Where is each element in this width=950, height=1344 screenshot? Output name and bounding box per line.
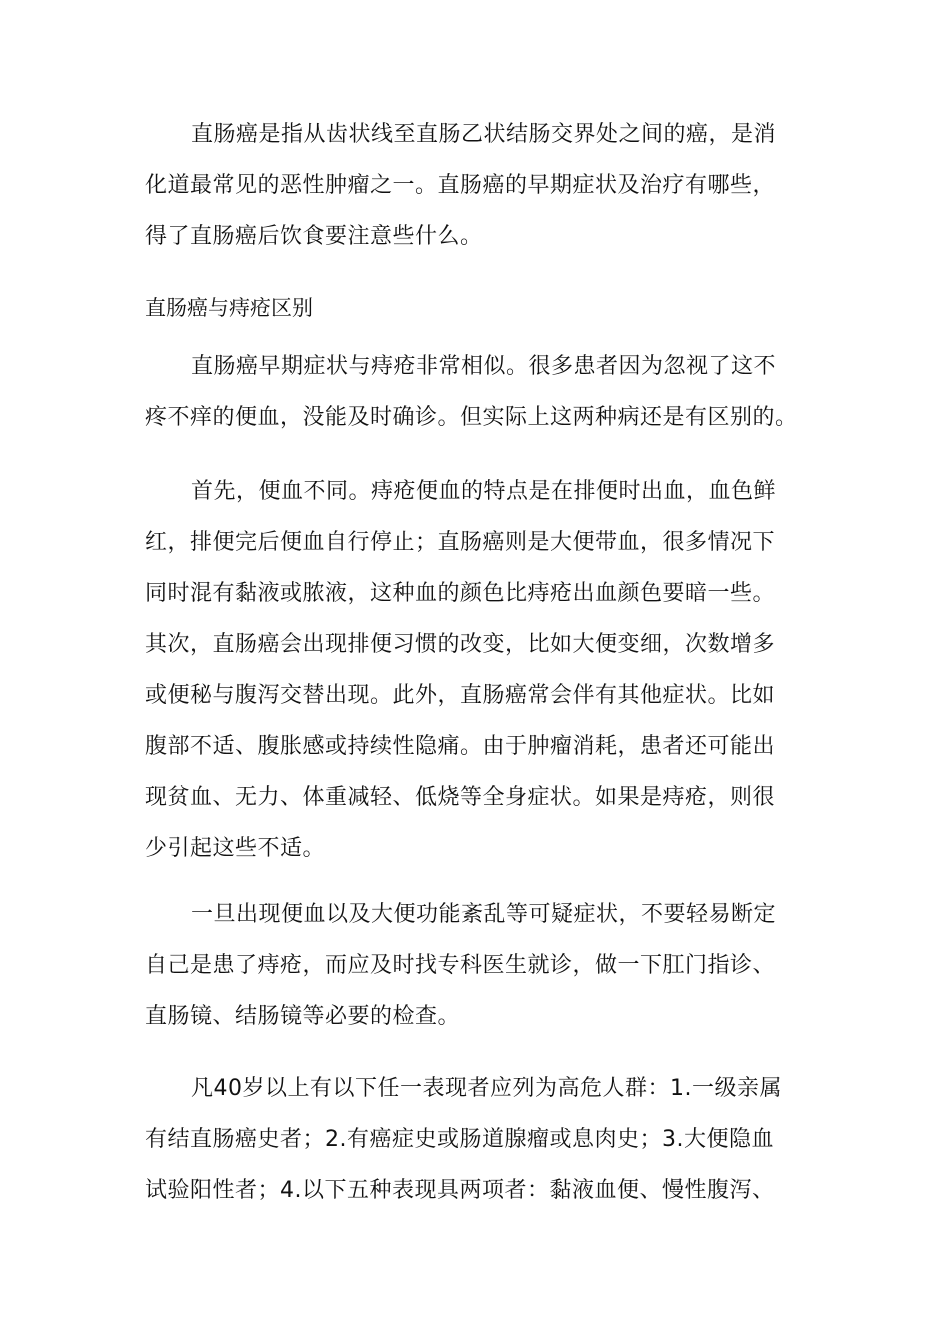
paragraph-line: 疼不痒的便血，没能及时确诊。但实际上这两种病还是有区别的。 xyxy=(145,405,798,430)
paragraph-line: 直肠癌是指从齿状线至直肠乙状结肠交界处之间的癌，是消 xyxy=(191,122,777,147)
paragraph-intro xyxy=(145,109,810,262)
paragraph-line: 少引起这些不适。 xyxy=(145,836,326,861)
paragraph-line: 同时混有黏液或脓液，这种血的颜色比痔疮出血颜色要暗一些。 xyxy=(145,581,776,606)
paragraph-line: 自己是患了痔疮，而应及时找专科医生就诊，做一下肛门指诊、 xyxy=(145,953,776,978)
paragraph-line: 试验阳性者；4.以下五种表现具两项者：黏液血便、慢性腹泻、 xyxy=(145,1178,775,1203)
paragraph-line: 一旦出现便血以及大便功能紊乱等可疑症状，不要轻易断定 xyxy=(191,902,777,927)
paragraph-high-risk xyxy=(145,1063,810,1216)
paragraph-advice xyxy=(145,889,810,1042)
paragraph-line: 其次，直肠癌会出现排便习惯的改变，比如大便变细，次数增多 xyxy=(145,632,776,657)
paragraph-line: 有结直肠癌史者；2.有癌症史或肠道腺瘤或息肉史；3.大便隐血 xyxy=(145,1127,774,1152)
paragraph-line: 腹部不适、腹胀感或持续性隐痛。由于肿瘤消耗，患者还可能出 xyxy=(145,734,776,759)
section-heading: 直肠癌与痔疮区别 xyxy=(145,296,313,320)
paragraph-line: 首先，便血不同。痔疮便血的特点是在排便时出血，血色鲜 xyxy=(191,479,777,504)
paragraph-line: 凡40岁以上有以下任一表现者应列为高危人群：1.一级亲属 xyxy=(191,1076,782,1101)
paragraph-line: 直肠镜、结肠镜等必要的检查。 xyxy=(145,1004,461,1029)
paragraph-line: 化道最常见的恶性肿瘤之一。直肠癌的早期症状及治疗有哪些， xyxy=(145,173,776,198)
paragraph-line: 得了直肠癌后饮食要注意些什么。 xyxy=(145,224,483,249)
paragraph-similarity xyxy=(145,341,810,443)
paragraph-line: 红，排便完后便血自行停止；直肠癌则是大便带血，很多情况下 xyxy=(145,530,776,555)
paragraph-differences xyxy=(145,466,810,874)
paragraph-line: 直肠癌早期症状与痔疮非常相似。很多患者因为忽视了这不 xyxy=(191,354,777,379)
paragraph-line: 现贫血、无力、体重减轻、低烧等全身症状。如果是痔疮，则很 xyxy=(145,785,776,810)
paragraph-line: 或便秘与腹泻交替出现。此外，直肠癌常会伴有其他症状。比如 xyxy=(145,683,776,708)
